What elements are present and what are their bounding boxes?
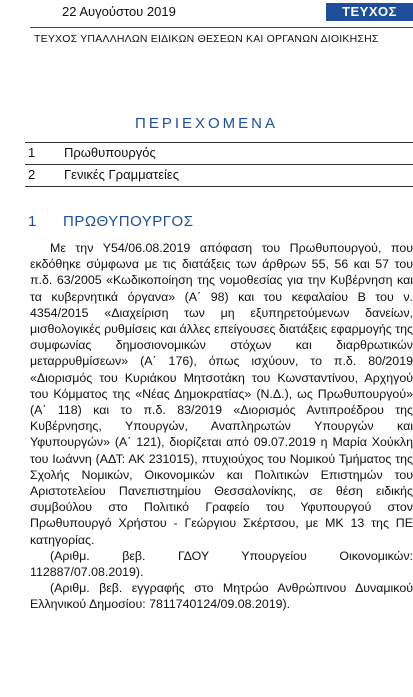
issue-date: 22 Αυγούστου 2019 (62, 4, 176, 19)
contents-title: ΠΕΡΙΕΧΟΜΕΝΑ (134, 115, 279, 132)
toc-item-2[interactable] (25, 164, 413, 186)
issue-series-line: ΤΕΥΧΟΣ ΥΠΑΛΛΗΛΩΝ ΕΙΔΙΚΩΝ ΘΕΣΕΩΝ ΚΑΙ ΟΡΓΑΝΩΝ ΔΙΟΙΚΗΣΗΣ (34, 33, 379, 45)
issue-badge: ΤΕΥΧΟΣ (326, 3, 413, 21)
decision-body (30, 240, 413, 613)
toc-item-label: Γενικές Γραμματείες (64, 167, 179, 182)
decision-paragraph: Με την Υ54/06.08.2019 απόφαση του Πρωθυπουργού, που εκδόθηκε σύμφωνα με τις διατάξεις των άρθρων 55, 56 και 57 του π.δ. 63/2005 «Κωδικοποίηση της νομοθεσίας για την Κυβέρνηση και τα κυβερνητικά όργανα» (Α΄ 98) και του κεφαλαίου Β του ν. 4354/2015 «Διαχείριση των μη εξυπηρετούμενων δανείων, μισθολογικές ρυθμίσεις και άλλες επείγουσες διατάξεις εφαρμογής της συμφωνίας δημοσιονομικών στόχων και διαρθρωτικών μεταρρυθμίσεων» (Α΄ 176), όπως ισχύουν, το π.δ. 80/2019 «Διορισμός του Κυριάκου Μητσοτάκη του Κωνσταντίνου, Αρχηγού του Κόμματος της «Νέας Δημοκρατίας» (Ν.Δ.), ως Πρωθυπουργού» (Α΄ 118) και το π.δ. 83/2019 «Διορισμός Αντιπροέδρου της Κυβέρνησης, Υπουργών, Αναπληρωτών Υπουργών και Υφυπουργών» (Α΄ 121), διορίζεται από 09.07.2019 η Μαρία Χούκλη του Ιωάννη (ΑΔΤ: ΑΚ 231015), πτυχιούχος του Νομικού Τμήματος της Σχολής Νομικών, Οικονομικών και Πολιτικών Επιστημών του Αριστοτελείου Πανεπιστημίου Θεσσαλονίκης, σε θέση ειδικής συμβούλου στο Πολιτικό Γραφείο του Υφυπουργού στον Πρωθυπουργό Χρήστου - Γεώργιου Σκέρτσου, με ΜΚ 13 της ΠΕ κατηγορίας. (30, 241, 413, 547)
section-number: 1 (28, 213, 37, 230)
budget-certificate-note: (Αριθμ. βεβ. ΓΔΟΥ Υπουργείου Οικονομικών: 112887/07.08.2019). (30, 548, 413, 580)
registry-certificate-note: (Αριθμ. βεβ. εγγραφής στο Μητρώο Ανθρώπινου Δυναμικού Ελληνικού Δημοσίου: 7811740124/09.08.2019). (30, 581, 413, 612)
section-title: ΠΡΩΘΥΠΟΥΡΓΟΣ (63, 213, 194, 230)
toc-item-number: 1 (28, 145, 36, 160)
toc-divider-bottom (25, 186, 413, 187)
toc-item-label: Πρωθυπουργός (64, 145, 156, 160)
toc-item-number: 2 (28, 167, 36, 182)
toc-item-1[interactable] (25, 142, 413, 164)
header-divider (30, 27, 413, 28)
